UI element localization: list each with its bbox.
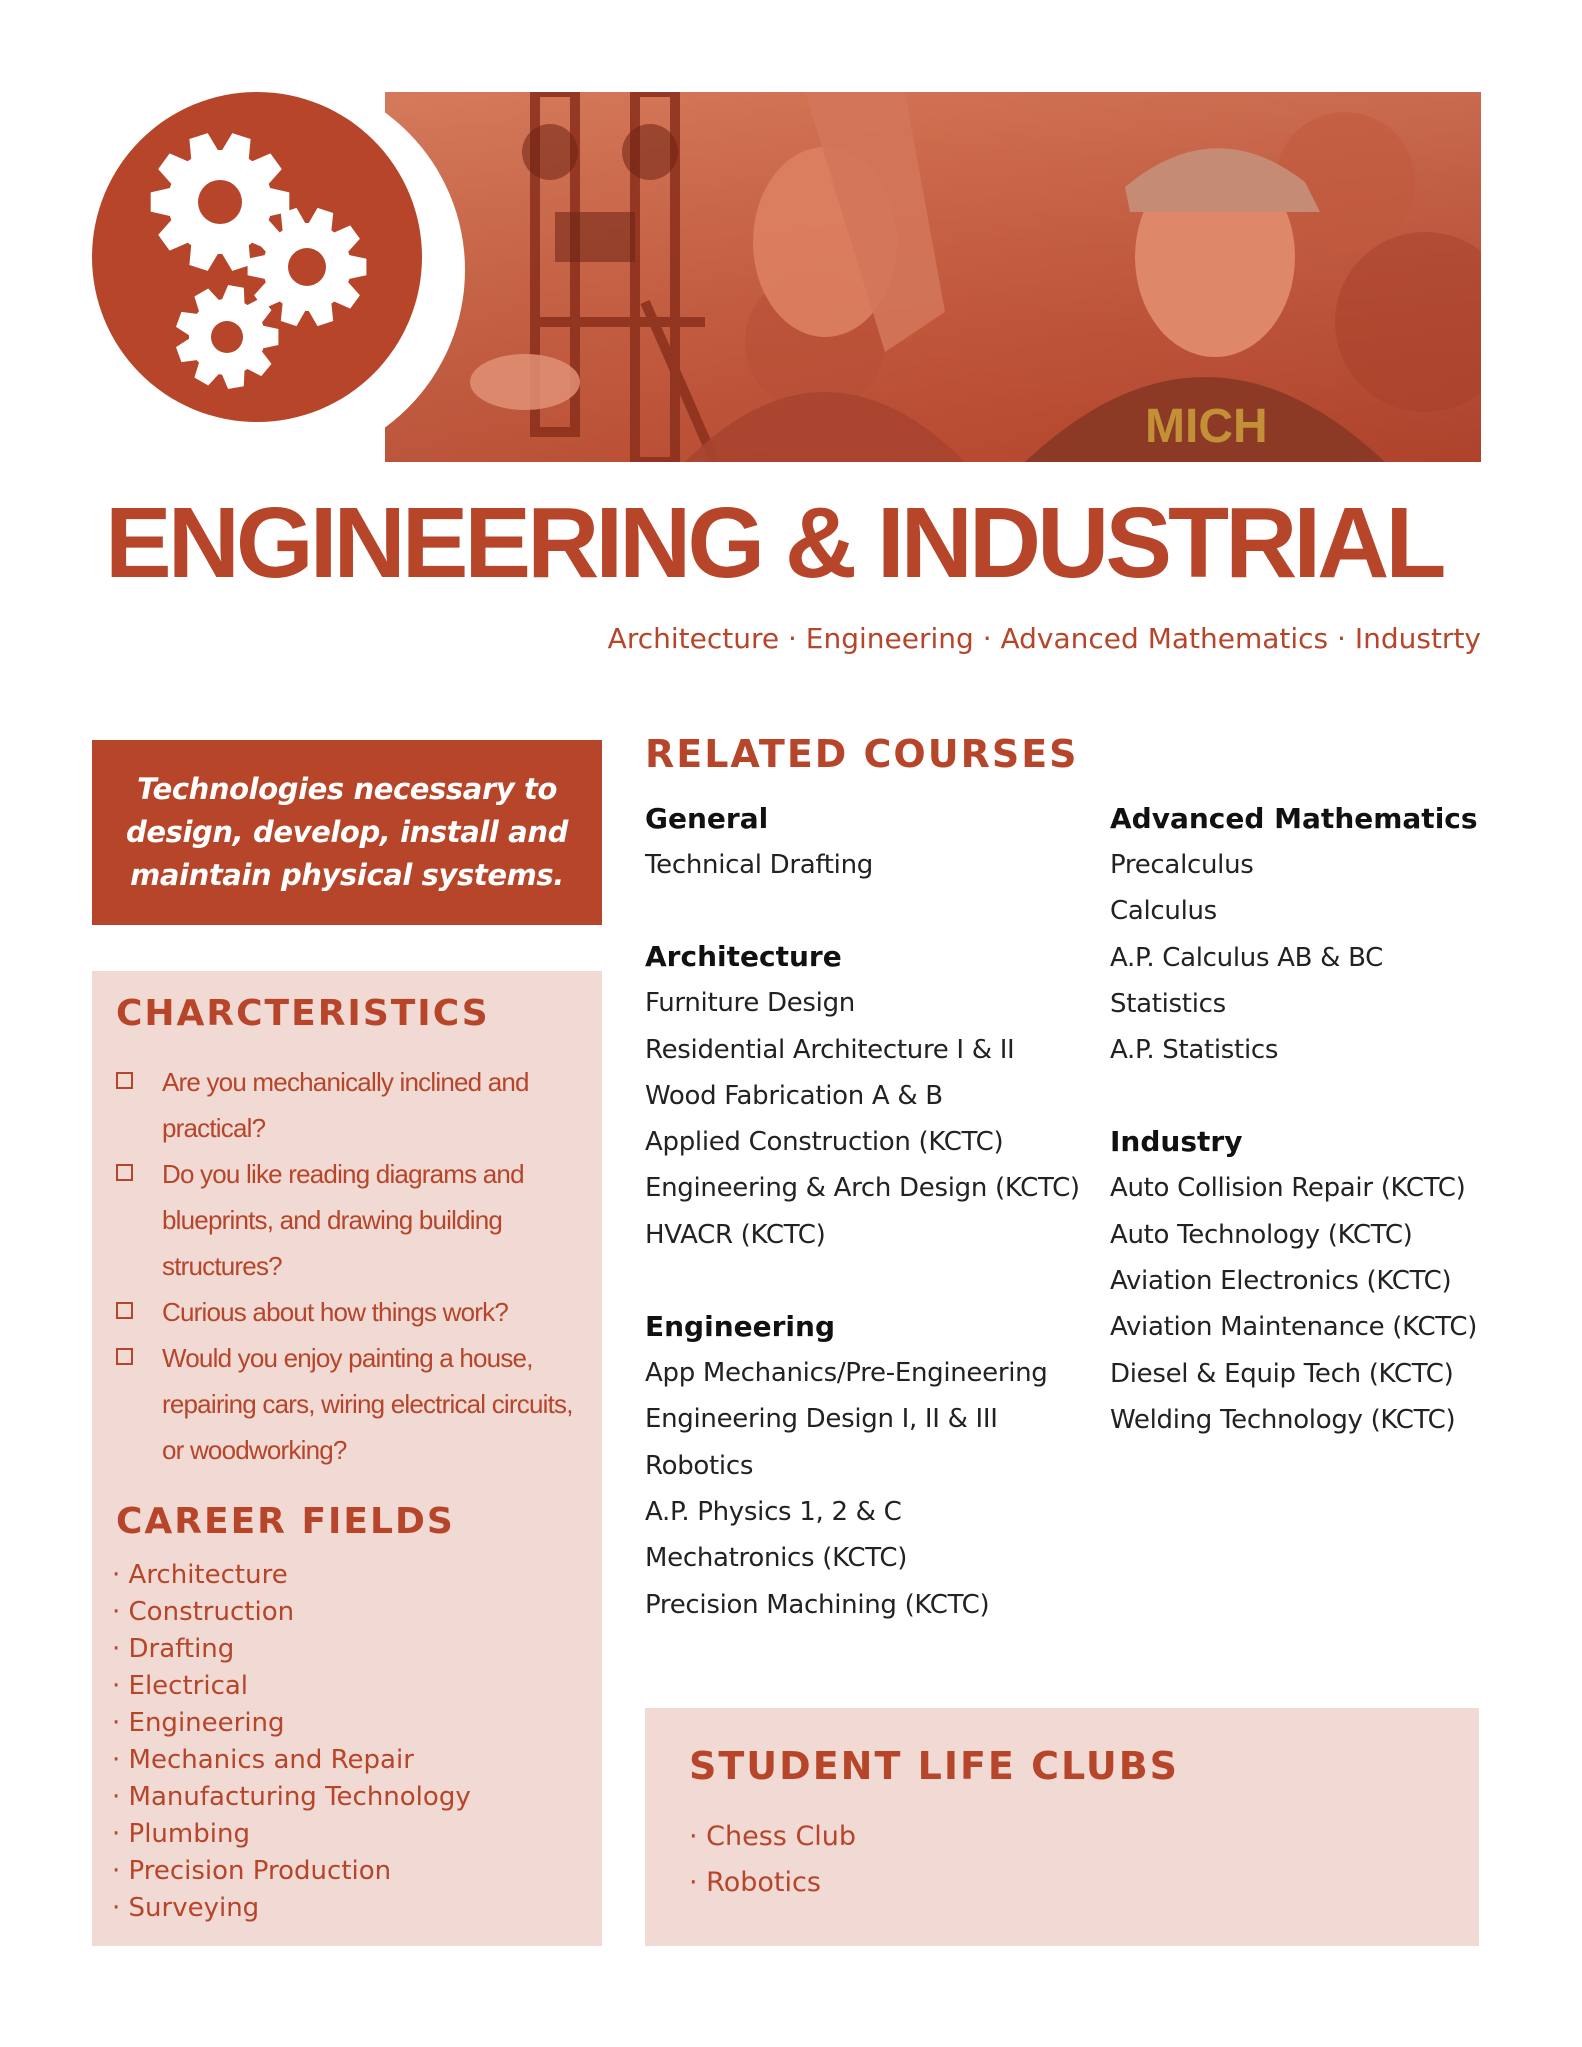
clubs-heading: STUDENT LIFE CLUBS xyxy=(689,1744,1180,1788)
course-item: Engineering Design I, II & III xyxy=(645,1404,998,1435)
course-item: Diesel & Equip Tech (KCTC) xyxy=(1110,1358,1454,1389)
course-item: Welding Technology (KCTC) xyxy=(1110,1404,1456,1435)
course-item: Auto Collision Repair (KCTC) xyxy=(1110,1173,1466,1204)
characteristic-item xyxy=(116,1289,586,1335)
career-field-item: · Plumbing xyxy=(112,1819,250,1849)
characteristic-text: Do you like reading diagrams and blueprints, and drawing building structures? xyxy=(162,1159,524,1281)
banner-photo xyxy=(385,92,1481,462)
course-item: A.P. Calculus AB & BC xyxy=(1110,942,1384,973)
course-item: A.P. Statistics xyxy=(1110,1035,1279,1066)
courses-column-left xyxy=(645,796,1105,1674)
clubs-list xyxy=(689,1814,856,1906)
course-item: Mechatronics (KCTC) xyxy=(645,1543,908,1574)
career-field-item: · Manufacturing Technology xyxy=(112,1782,471,1812)
checkbox-icon xyxy=(116,1164,133,1181)
checkbox-icon xyxy=(116,1072,133,1089)
career-fields-list xyxy=(112,1557,471,1927)
course-item: Engineering & Arch Design (KCTC) xyxy=(645,1173,1080,1204)
career-fields-heading: CAREER FIELDS xyxy=(116,1501,455,1542)
characteristics-list xyxy=(116,1059,586,1473)
characteristics-panel xyxy=(92,971,602,1946)
characteristic-text: Are you mechanically inclined and practical? xyxy=(162,1067,529,1143)
student-clubs-panel xyxy=(645,1708,1479,1946)
characteristic-item xyxy=(116,1059,586,1151)
intro-box xyxy=(92,740,602,925)
career-field-item: · Engineering xyxy=(112,1708,285,1738)
page-title: ENGINEERING & INDUSTRIAL xyxy=(105,487,1443,599)
club-item: · Robotics xyxy=(689,1867,821,1898)
course-item: Technical Drafting xyxy=(645,850,873,880)
course-item: Robotics xyxy=(645,1450,754,1481)
course-item: Residential Architecture I & II xyxy=(645,1034,1015,1065)
characteristic-text: Curious about how things work? xyxy=(162,1297,508,1327)
course-group-engineering xyxy=(645,1304,1105,1628)
course-item: Applied Construction (KCTC) xyxy=(645,1127,1004,1158)
related-courses-heading: RELATED COURSES xyxy=(645,732,1079,776)
club-item: · Chess Club xyxy=(689,1821,857,1852)
course-item: Precalculus xyxy=(1110,850,1254,880)
course-group-title: Architecture xyxy=(645,940,842,974)
characteristic-item xyxy=(116,1335,586,1473)
courses-column-right xyxy=(1110,796,1570,1489)
career-field-item: · Surveying xyxy=(112,1893,260,1923)
course-item: Aviation Electronics (KCTC) xyxy=(1110,1266,1452,1297)
career-field-item: · Electrical xyxy=(112,1671,249,1701)
course-item: A.P. Physics 1, 2 & C xyxy=(645,1496,902,1527)
checkbox-icon xyxy=(116,1302,133,1319)
course-item: Aviation Maintenance (KCTC) xyxy=(1110,1312,1478,1343)
course-item: HVACR (KCTC) xyxy=(645,1219,826,1250)
course-group-title: Industry xyxy=(1110,1125,1243,1159)
course-group-title: Advanced Mathematics xyxy=(1110,802,1478,835)
characteristics-heading: CHARCTERISTICS xyxy=(116,993,490,1034)
course-item: Precision Machining (KCTC) xyxy=(645,1589,990,1620)
course-group-advanced-math xyxy=(1110,796,1570,1073)
gears-icon xyxy=(92,92,422,422)
career-field-item: · Construction xyxy=(112,1597,295,1627)
course-group-architecture xyxy=(645,934,1105,1258)
characteristic-item xyxy=(116,1151,586,1289)
course-item: Statistics xyxy=(1110,988,1226,1019)
characteristic-text: Would you enjoy painting a house, repairing cars, wiring electrical circuits, or woodworking? xyxy=(162,1343,573,1465)
career-field-item: · Mechanics and Repair xyxy=(112,1745,414,1775)
course-item: Furniture Design xyxy=(645,988,855,1019)
course-group-title: General xyxy=(645,802,769,835)
career-field-item: · Drafting xyxy=(112,1634,235,1664)
course-item: Calculus xyxy=(1110,896,1217,927)
course-group-title: Engineering xyxy=(645,1310,835,1344)
svg-text:MICH: MICH xyxy=(1145,400,1268,453)
course-group-general xyxy=(645,796,1105,888)
course-group-industry xyxy=(1110,1119,1570,1443)
checkbox-icon xyxy=(116,1348,133,1365)
course-item: Auto Technology (KCTC) xyxy=(1110,1219,1413,1250)
intro-text: Technologies necessary to design, develop, install and maintain physical systems. xyxy=(126,772,568,892)
gear-shape xyxy=(176,285,278,389)
career-field-item: · Precision Production xyxy=(112,1856,392,1886)
career-field-item: · Architecture xyxy=(112,1560,288,1590)
page-subtitle: Architecture · Engineering · Advanced Mathematics · Industrty xyxy=(607,622,1481,655)
course-item: Wood Fabrication A & B xyxy=(645,1080,943,1111)
course-item: App Mechanics/Pre-Engineering xyxy=(645,1358,1048,1389)
